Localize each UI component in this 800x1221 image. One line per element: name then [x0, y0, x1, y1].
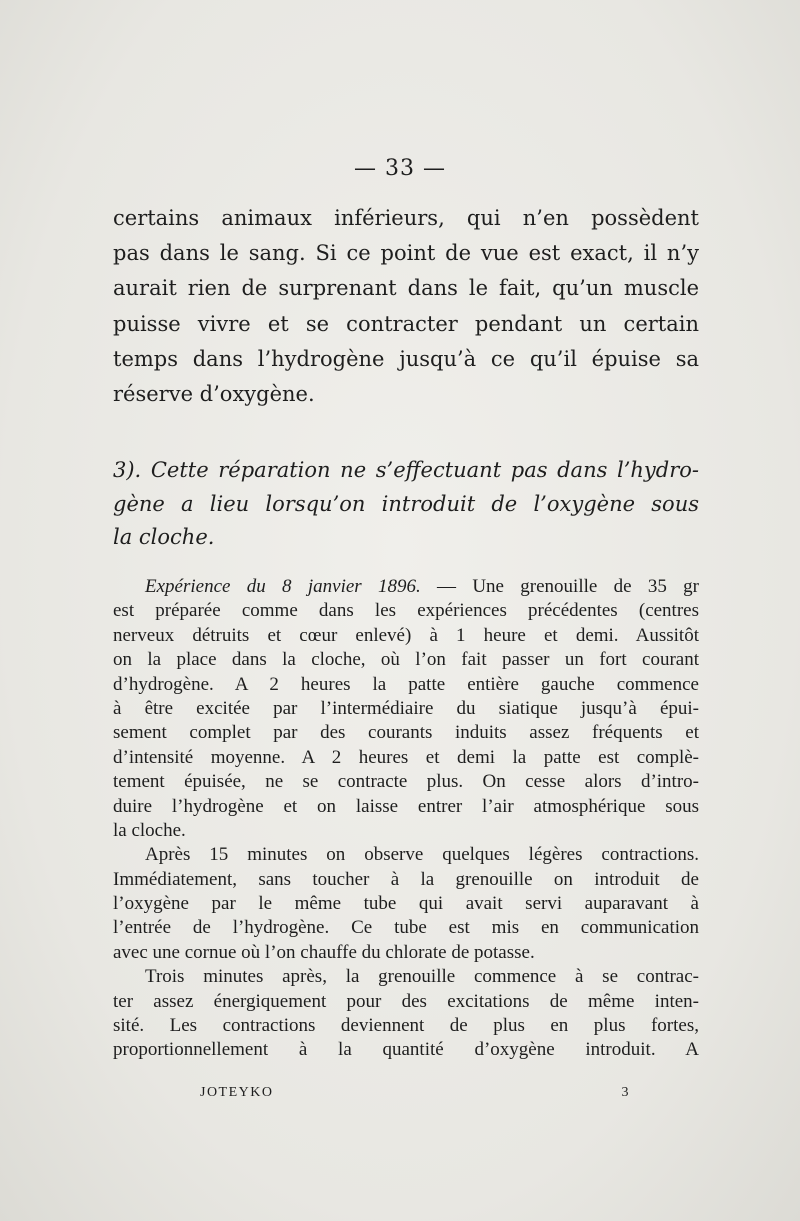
experiment-title: Expérience du 8 janvier 1896.	[145, 576, 421, 597]
text-line: Après 15 minutes on observe quelques légères contractions.	[145, 844, 699, 866]
text-line: proportionnellement à la quantité d’oxygène introduit. A	[113, 1039, 699, 1061]
text-line: aurait rien de surprenant dans le fait, qu’un muscle	[113, 276, 699, 301]
heading-line: 3). Cette réparation ne s’effectuant pas dans l’hydro-	[113, 458, 699, 482]
experiment-first-line-text: — Une grenouille de 35 gr	[420, 576, 699, 597]
text-line: l’oxygène par le même tube qui avait servi auparavant à	[113, 893, 699, 915]
text-line: à être excitée par l’intermédiaire du siatique jusqu’à épui-	[113, 697, 699, 719]
heading-line: la cloche.	[113, 525, 215, 549]
text-line: temps dans l’hydrogène jusqu’à ce qu’il épuise sa	[113, 346, 699, 371]
text-line: duire l’hydrogène et on laisse entrer l’air atmosphérique sous	[113, 795, 699, 817]
text-line: on la place dans la cloche, où l’on fait passer un fort courant	[113, 649, 699, 671]
text-line: avec une cornue où l’on chauffe du chlorate de potasse.	[113, 941, 535, 963]
text-line: Immédiatement, sans toucher à la grenouille on introduit de	[113, 868, 699, 890]
text-line: d’intensité moyenne. A 2 heures et demi la patte est complè-	[113, 746, 699, 768]
text-line: réserve d’oxygène.	[113, 381, 315, 406]
text-line: l’entrée de l’hydrogène. Ce tube est mis en communication	[113, 917, 699, 939]
text-line: puisse vivre et se contracter pendant un certain	[113, 311, 699, 336]
text-line: nerveux détruits et cœur enlevé) à 1 heure et demi. Aussitôt	[113, 624, 699, 646]
text-line: sité. Les contractions deviennent de plus en plus fortes,	[113, 1015, 699, 1037]
text-line: tement épuisée, ne se contracte plus. On cesse alors d’intro-	[113, 771, 699, 793]
text-line: Trois minutes après, la grenouille commence à se contrac-	[145, 966, 699, 988]
text-line: d’hydrogène. A 2 heures la patte entière gauche commence	[113, 673, 699, 695]
experiment-paragraph	[113, 575, 699, 1063]
text-line: est préparée comme dans les expériences précédentes (centres	[113, 600, 699, 622]
heading-line: gène a lieu lorsqu’on introduit de l’oxygène sous	[113, 491, 699, 516]
text-line: la cloche.	[113, 819, 186, 841]
page-number: — 33 —	[354, 156, 446, 181]
text-line: sement complet par des courants induits assez fréquents et	[113, 722, 699, 744]
text-line: ter assez énergiquement pour des excitations de même inten-	[113, 990, 699, 1012]
experiment-first-line	[113, 575, 699, 599]
footer-signature: 3	[621, 1085, 630, 1100]
text-line: certains animaux inférieurs, qui n’en possèdent	[113, 206, 699, 230]
section-heading	[113, 454, 699, 555]
footer-author: JOTEYKO	[200, 1085, 274, 1100]
text-line: pas dans le sang. Si ce point de vue est exact, il n’y	[113, 241, 699, 266]
intro-paragraph	[113, 201, 699, 412]
